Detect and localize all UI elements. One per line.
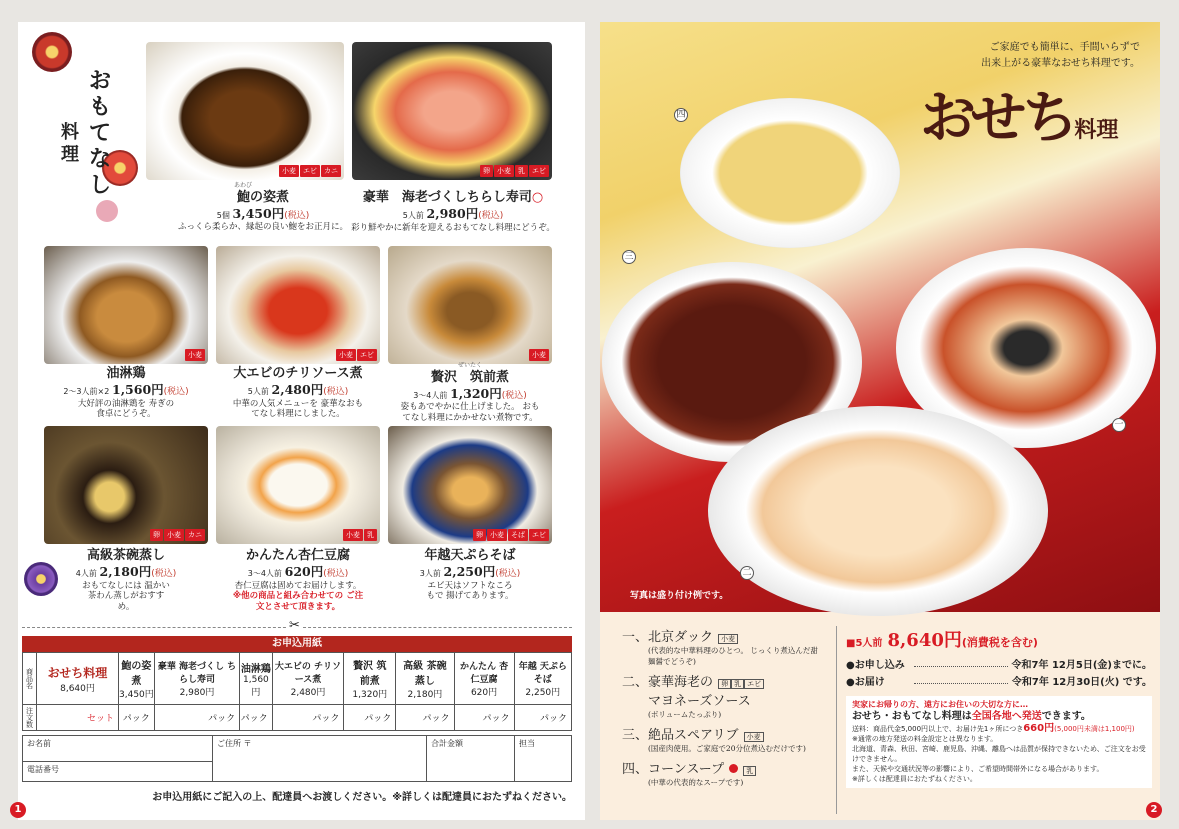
title-sub-char: 理 [61, 144, 79, 165]
item-tax: (税込) [284, 210, 310, 221]
item-price: 2,180円 [99, 564, 152, 580]
item-name: 大エビのチリソース煮 [233, 366, 363, 381]
allergen-badge: 乳 [364, 529, 377, 541]
col-name: 鮑の姿煮 [121, 661, 152, 687]
allergen-badge: エビ [300, 165, 320, 177]
item-tax: (税込) [478, 211, 504, 222]
menu-item [622, 724, 822, 754]
order-col [344, 653, 396, 705]
item-desc: 杏仁豆腐は固めてお届けします。 [234, 580, 362, 591]
delivery-label: ●お届け [846, 677, 885, 688]
corn-soup [680, 98, 900, 248]
page-number: 1 [10, 802, 26, 818]
order-col [154, 653, 239, 705]
ship-note: ※通常の地方発送の料金設定とは異なります。 [852, 735, 998, 743]
allergen-badge: カニ [185, 529, 205, 541]
dot-leader [914, 673, 1008, 684]
item-name: かんたん杏仁豆腐 [245, 548, 350, 563]
title-ryori: 料理 [1074, 117, 1119, 143]
order-table [22, 652, 572, 731]
qty-input[interactable] [240, 705, 272, 731]
qty-unit: セット [86, 714, 114, 724]
tagline-line: 出来上がる豪華なおせち料理です。 [981, 58, 1140, 69]
menu-num: 二、 [622, 675, 649, 690]
item-qty: 5個 [216, 210, 230, 220]
qty-input[interactable] [154, 705, 239, 731]
item-qty: 3人前 [419, 569, 441, 579]
title-sub-vertical [58, 122, 82, 166]
shipping-box [846, 696, 1152, 788]
qty-input[interactable] [344, 705, 396, 731]
allergen-badge: エビ [357, 349, 377, 361]
item-tax: (税込) [163, 387, 189, 398]
address-field[interactable] [213, 736, 427, 782]
menu-name: 絶品スペアリブ [648, 728, 739, 743]
customer-table [22, 735, 572, 782]
item-qty: 3～4人前 [247, 569, 282, 579]
field-label: 合計金額 [431, 739, 463, 748]
col-name: 贅沢 筑前煮 [353, 661, 387, 687]
qty-input[interactable] [272, 705, 344, 731]
item-caption-yurinchi [44, 366, 208, 420]
ship-note: また、天候や交通状況等の影響により、ご希望時間帯外になる場合があります。 [852, 765, 1104, 773]
photo-ebichili [216, 246, 380, 364]
title-char: な [88, 146, 111, 172]
allergen-badge: 乳 [515, 165, 528, 177]
qty-unit: パック [539, 714, 567, 724]
menu-desc: (代表的な中華料理のひとつ。 じっくり煮込んだ甜麺醤でどうぞ) [648, 646, 818, 666]
qty-unit: パック [312, 714, 340, 724]
col-name: 豪華 海老づくし ちらし寿司 [157, 662, 237, 685]
menu-num: 四、 [622, 762, 649, 777]
ship-note: ※詳しくは配達員におたずねください。 [852, 775, 977, 783]
photo-yurinchi [44, 246, 208, 364]
item-caption-annindofu [216, 548, 380, 612]
item-tax: (税込) [323, 569, 349, 580]
item-desc: 姿もあでやかに仕上げました。 おもてなし料理にかかせない煮物です。 [400, 402, 540, 423]
title-char: も [88, 94, 111, 120]
phone-field[interactable] [23, 762, 213, 782]
qty-unit: パック [122, 714, 150, 724]
col-price: 2,980円 [179, 688, 215, 698]
item-caption-abalone [178, 182, 348, 233]
allergen-badge: 小麦 [494, 165, 514, 177]
title-sub-char: 料 [61, 122, 79, 143]
col-price: 2,480円 [290, 688, 326, 698]
photo-chirashi [352, 42, 552, 180]
col-price: 1,320円 [352, 690, 388, 700]
allergen-badge: エビ [529, 165, 549, 177]
total-field[interactable] [427, 736, 515, 782]
order-col [514, 653, 571, 705]
col-price: 2,250円 [525, 688, 561, 698]
order-col [37, 653, 119, 705]
dish-label-three: 三 [622, 250, 636, 264]
order-form [22, 636, 572, 803]
field-label: お名前 [27, 739, 51, 748]
qty-input[interactable] [514, 705, 571, 731]
form-footer: お申込用紙にご記入の上、配達員へお渡しください。※詳しくは配達員におたずねください。 [152, 792, 572, 803]
qty-unit: パック [240, 714, 268, 724]
title-char: て [88, 120, 111, 146]
order-col [396, 653, 454, 705]
menu-item [622, 626, 822, 667]
item-tax: (税込) [151, 569, 177, 580]
menu-item [622, 671, 822, 720]
qty-input[interactable] [454, 705, 514, 731]
ship-note: 北海道、青森、秋田、宮崎、鹿児島、沖縄、離島へは品質が保持できないため、ご注文をお受けできません。 [852, 745, 1146, 763]
divider [836, 626, 837, 814]
col-price: 3,450円 [119, 690, 154, 700]
allergen-badge: 小麦 [529, 349, 549, 361]
col-name: 高級 茶碗蒸し [403, 661, 447, 687]
allergen-badge: 小麦 [343, 529, 363, 541]
title-vertical [82, 68, 118, 198]
col-name: 油淋鶏 [240, 663, 271, 675]
ship-fee: 送料：商品代金5,000円以上で、お届け先1ヶ所につき [852, 725, 1024, 733]
field-label: 担当 [519, 739, 535, 748]
item-price: 2,980円 [426, 206, 479, 222]
qty-input[interactable] [119, 705, 155, 731]
menu-desc: (国産肉使用。ご家庭で20分位煮込むだけです) [648, 744, 806, 753]
menu-list [622, 626, 822, 788]
page-right [600, 22, 1160, 820]
col-name: おせち料理 [47, 665, 108, 680]
item-caption-chawanmushi [44, 548, 208, 612]
dish-label-two: 二 [740, 566, 754, 580]
photo-chawanmushi [44, 426, 208, 544]
item-name: 高級茶碗蒸し [86, 548, 165, 563]
item-qty: 2～3人前×2 [63, 387, 110, 397]
ruby-text: あわび [233, 182, 252, 189]
col-price: 1,560円 [243, 674, 269, 698]
item-price: 3,450円 [232, 205, 285, 221]
item-qty: 4人前 [75, 569, 97, 579]
title-char: し [88, 172, 111, 198]
allergen-badge: 卵 [480, 165, 493, 177]
qty-unit: パック [422, 714, 450, 724]
menu-name: コーンスープ [648, 762, 725, 777]
allergen-badge: 乳 [731, 679, 744, 689]
item-name: 贅沢 筑前煮 [430, 369, 509, 385]
item-name: 油淋鶏 [106, 366, 146, 381]
item-price: 1,560円 [112, 382, 164, 398]
allergen-badge: 小麦 [487, 529, 507, 541]
label-qty: 注文数 [23, 705, 37, 731]
ruby-text: ぜいたく [457, 362, 482, 369]
item-price: 620円 [284, 564, 324, 580]
ship-head: 実家にお帰りの方、遠方にお住いの大切な方に… [852, 700, 1028, 709]
qty-unit: パック [364, 714, 392, 724]
delivery-date: 令和7年 12月30日(火) です。 [1011, 677, 1152, 688]
photo-abalone [146, 42, 344, 180]
col-name: かんたん 杏仁豆腐 [459, 662, 509, 685]
allergen-badge: そば [508, 529, 528, 541]
page-number: 2 [1146, 802, 1162, 818]
item-desc: エビ天はソフトなころもで 揚げてあります。 [426, 580, 514, 602]
ship-main-highlight: 全国各地へ発送 [971, 711, 1042, 722]
item-price: 2,250円 [443, 564, 496, 580]
menu-desc: (中華の代表的なスープです) [648, 778, 744, 787]
allergen-badge: 乳 [743, 766, 756, 776]
item-price: 2,480円 [271, 382, 324, 398]
dish-label-four: 四 [674, 108, 688, 122]
col-name: 大エビの チリソース煮 [274, 662, 342, 685]
title-osechi: おせち [920, 85, 1075, 151]
allergen-badge: 小麦 [718, 634, 738, 644]
item-caption-soba [388, 548, 552, 602]
ship-fee-note: (5,000円未満は1,100円) [1054, 725, 1135, 733]
allergen-badge: 小麦 [185, 349, 205, 361]
photo-chikuzenni [388, 246, 552, 364]
item-tax: (税込) [501, 390, 527, 401]
pepper-icon [729, 764, 738, 773]
field-label: 電話番号 [27, 765, 59, 774]
order-col [240, 653, 272, 705]
tagline [940, 40, 1140, 72]
shrimp-mayo [708, 406, 1048, 616]
menu-name: 北京ダック [648, 630, 714, 645]
deadline-date: 令和7年 12月5日(金)までに。 [1011, 660, 1152, 671]
dish-label-one: 一 [1112, 418, 1126, 432]
scissors-icon: ✂ [286, 618, 303, 633]
title-char: お [88, 68, 111, 94]
item-caption-chikuzenni [388, 362, 552, 423]
col-name: 年越 天ぷらそば [518, 662, 567, 685]
item-name: 年越天ぷらそば [424, 548, 516, 563]
allergen-badge: 小麦 [744, 732, 764, 742]
item-desc: おもてなしには 温かい茶わん蒸しがおすすめ。 [82, 580, 170, 612]
field-label: ご住所 〒 [217, 739, 252, 748]
ship-fee-price: 660円 [1023, 723, 1055, 734]
tagline-line: ご家庭でも簡単に、手間いらずで [989, 42, 1140, 53]
main-title [920, 74, 1118, 154]
menu-num: 三、 [622, 728, 649, 743]
allergen-badge: 卵 [150, 529, 163, 541]
photo-note: 写真は盛り付け例です。 [630, 591, 729, 601]
deadline-label: ●お申し込み [846, 660, 905, 671]
dot-leader [914, 656, 1008, 667]
allergen-badge: 小麦 [164, 529, 184, 541]
ship-main: おせち・おもてなし料理は [852, 711, 972, 722]
item-desc: ふっくら柔らか、縁起の良い鮑をお正月に。 [178, 222, 349, 232]
menu-num: 一、 [622, 630, 649, 645]
set-price: 8,640円 [887, 630, 962, 651]
item-desc: 彩り鮮やかに新年を迎えるおもてなし料理にどうぞ。 [351, 222, 555, 233]
photo-soba [388, 426, 552, 544]
set-qty: ■5人前 [846, 638, 883, 649]
item-name: 豪華 海老づくしちらし寿司 [362, 190, 532, 205]
item-caption-ebichili [216, 366, 380, 420]
order-col [119, 653, 155, 705]
item-qty: 3～4人前 [413, 390, 448, 400]
staff-field[interactable] [515, 736, 572, 782]
col-price: 8,640円 [60, 683, 95, 694]
item-desc: 大好評の油淋鶏を 寿ぎの食卓にどうぞ。 [77, 398, 175, 420]
mark-circle: ○ [531, 190, 544, 205]
item-tax: (税込) [495, 569, 521, 580]
col-price: 620円 [470, 688, 498, 698]
qty-unit: パック [482, 714, 510, 724]
order-form-title: お申込用紙 [22, 636, 572, 652]
photo-annindofu [216, 426, 380, 544]
allergen-badge: 小麦 [336, 349, 356, 361]
item-note: ※他の商品と組み合わせての ご注文とさせて頂きます。 [232, 591, 364, 612]
item-tax: (税込) [323, 387, 349, 398]
qty-unit: パック [208, 714, 236, 724]
qty-input[interactable] [396, 705, 454, 731]
item-qty: 5人前 [402, 211, 424, 221]
item-caption-chirashi [348, 190, 558, 233]
item-desc: 中華の人気メニューを 豪華なおもてなし料理にしました。 [232, 398, 364, 420]
menu-item [622, 758, 822, 788]
label-product: 商品名 [23, 653, 37, 705]
menu-name-line2: マヨネーズソース [648, 694, 751, 709]
page-left [14, 22, 585, 820]
allergen-badge: カニ [321, 165, 341, 177]
order-col [454, 653, 514, 705]
allergen-badge: エビ [529, 529, 549, 541]
allergen-badge: 卵 [718, 679, 731, 689]
qty-input-osechi[interactable] [37, 705, 119, 731]
ship-main: できます。 [1041, 711, 1091, 722]
allergen-badge: エビ [744, 679, 764, 689]
item-qty: 5人前 [247, 387, 269, 397]
item-name: 鮑の姿煮 [236, 189, 289, 205]
menu-name: 豪華海老の [648, 675, 714, 690]
allergen-badge: 卵 [473, 529, 486, 541]
col-price: 2,180円 [407, 690, 443, 700]
name-field[interactable] [23, 736, 213, 762]
item-price: 1,320円 [450, 385, 502, 401]
allergen-badge: 小麦 [279, 165, 299, 177]
menu-desc: (ボリュームたっぷり) [648, 710, 722, 719]
order-col [272, 653, 344, 705]
set-tax: (消費税を含む) [961, 636, 1038, 649]
price-info [846, 626, 1152, 788]
